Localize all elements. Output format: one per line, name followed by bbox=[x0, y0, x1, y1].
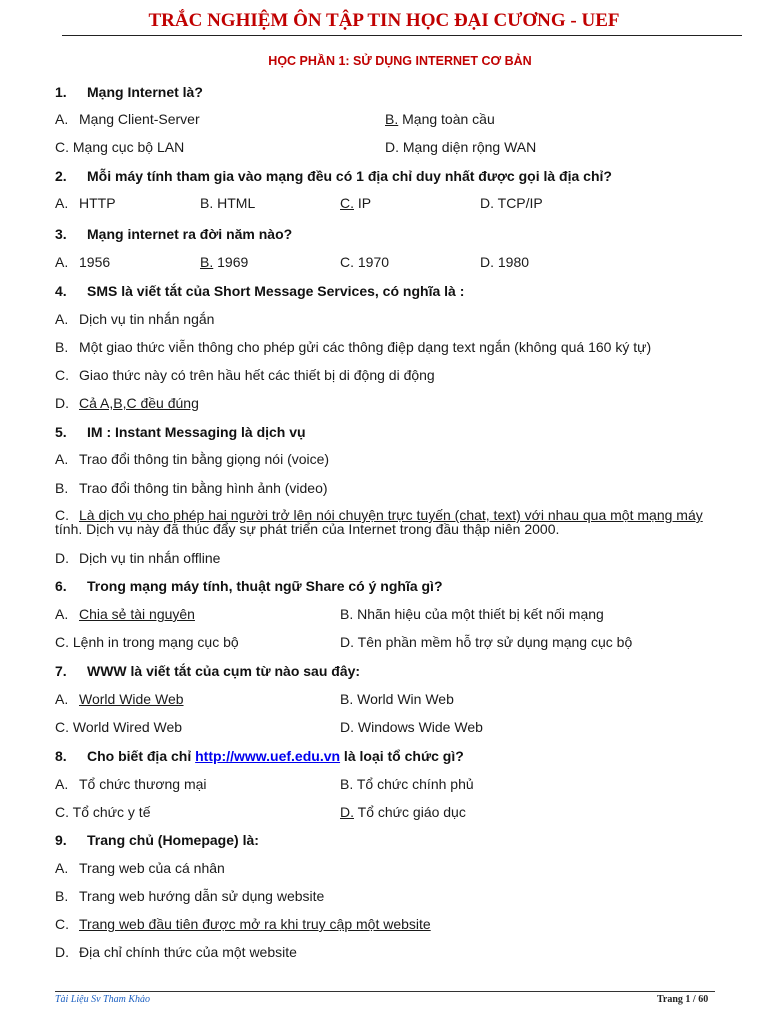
q7-option-a: A. World Wide Web bbox=[55, 691, 184, 707]
question-2-stem bbox=[55, 168, 612, 184]
q8-option-d: D. Tổ chức giáo dục bbox=[340, 804, 466, 820]
q1-option-a: A. Mạng Client-Server bbox=[55, 111, 200, 127]
question-number: 9. bbox=[55, 832, 67, 848]
q3-option-c: C. 1970 bbox=[340, 254, 390, 270]
footer-source: Tài Liệu Sv Tham Khảo bbox=[55, 994, 151, 1005]
q7-option-d: D. Windows Wide Web bbox=[340, 719, 483, 735]
question-number: 6. bbox=[55, 578, 67, 594]
q4-option-a: A. Dịch vụ tin nhắn ngắn bbox=[55, 311, 215, 327]
q8-option-b: B. Tổ chức chính phủ bbox=[340, 776, 474, 792]
question-text-before: Cho biết địa chỉ bbox=[87, 748, 196, 764]
page-title: TRẮC NGHIỆM ÔN TẬP TIN HỌC ĐẠI CƯƠNG - UEF bbox=[148, 10, 620, 31]
question-number: 7. bbox=[55, 663, 67, 679]
q3-option-a: A. 1956 bbox=[55, 254, 111, 270]
question-number: 3. bbox=[55, 226, 67, 242]
q8-option-a: A. Tổ chức thương mại bbox=[55, 776, 207, 792]
q6-option-a: A. Chia sẻ tài nguyên bbox=[55, 606, 195, 622]
q4-option-d: D. Cả A,B,C đều đúng bbox=[55, 395, 199, 411]
question-text: IM : Instant Messaging là dịch vụ bbox=[87, 424, 306, 440]
q5-option-c: C. Là dịch vụ cho phép hai người trở lên nói chuyện trực tuyến (chat, text) với nhau qua một mạng máy tính. Dịch vụ này đã thúc đẩy sự phát triển của Internet trong đầu thập niên 2000. bbox=[55, 508, 725, 536]
question-number: 8. bbox=[55, 748, 67, 764]
q9-option-c: C. Trang web đầu tiên được mở ra khi truy cập một website bbox=[55, 916, 431, 932]
q3-option-b: B. 1969 bbox=[200, 254, 249, 270]
page-number: Trang 1 / 60 bbox=[657, 994, 709, 1005]
q1-option-c: C. Mạng cục bộ LAN bbox=[55, 139, 185, 155]
question-4-stem bbox=[55, 283, 464, 299]
question-3-stem bbox=[55, 226, 292, 242]
question-1-stem bbox=[55, 84, 203, 100]
q7-option-b: B. World Win Web bbox=[340, 691, 454, 707]
section-heading: HỌC PHẦN 1: SỬ DỤNG INTERNET CƠ BẢN bbox=[268, 54, 532, 68]
q4-option-b: B. Một giao thức viễn thông cho phép gửi các thông điệp dạng text ngắn (không quá 160 ký tự) bbox=[55, 339, 652, 355]
question-text: Mạng Internet là? bbox=[87, 84, 203, 100]
q9-option-d: D. Địa chỉ chính thức của một website bbox=[55, 944, 297, 960]
question-text: Mỗi máy tính tham gia vào mạng đều có 1 địa chỉ duy nhất được gọi là địa chỉ? bbox=[87, 168, 612, 184]
q2-option-d: D. TCP/IP bbox=[480, 195, 543, 211]
uef-link[interactable]: http://www.uef.edu.vn bbox=[195, 748, 341, 764]
question-number: 5. bbox=[55, 424, 67, 440]
question-9-stem bbox=[55, 832, 259, 848]
q5-option-c-continued: tính. Dịch vụ này đã thúc đẩy sự phát triển của Internet trong đầu thập niên 2000. bbox=[55, 521, 560, 537]
footer-divider bbox=[55, 991, 715, 992]
q5-option-d: D. Dịch vụ tin nhắn offline bbox=[55, 550, 221, 566]
q2-option-c: C. IP bbox=[340, 195, 372, 211]
q8-option-c: C. Tổ chức y tế bbox=[55, 804, 151, 820]
q5-option-a: A. Trao đổi thông tin bằng giọng nói (voice) bbox=[55, 451, 330, 467]
title-divider bbox=[62, 35, 742, 36]
q7-option-c: C. World Wired Web bbox=[55, 719, 183, 735]
q3-option-d: D. 1980 bbox=[480, 254, 530, 270]
q5-option-b: B. Trao đổi thông tin bằng hình ảnh (video) bbox=[55, 480, 328, 496]
question-text: SMS là viết tắt của Short Message Services, có nghĩa là : bbox=[87, 283, 465, 299]
q6-option-b: B. Nhãn hiệu của một thiết bị kết nối mạng bbox=[340, 606, 604, 622]
q1-option-b: B. Mạng toàn cầu bbox=[385, 111, 495, 127]
question-text-after: là loại tổ chức gì? bbox=[340, 748, 464, 764]
q6-option-d: D. Tên phần mềm hỗ trợ sử dụng mạng cục bộ bbox=[340, 634, 633, 650]
question-number: 2. bbox=[55, 168, 67, 184]
q4-option-c: C. Giao thức này có trên hầu hết các thiết bị di động di động bbox=[55, 367, 435, 383]
question-7-stem bbox=[55, 663, 360, 679]
q1-option-d: D. Mạng diện rộng WAN bbox=[385, 139, 537, 155]
question-8-stem bbox=[55, 748, 464, 764]
q2-option-a: A. HTTP bbox=[55, 195, 116, 211]
question-number: 1. bbox=[55, 84, 67, 100]
question-text: WWW là viết tắt của cụm từ nào sau đây: bbox=[87, 663, 361, 679]
q6-option-c: C. Lệnh in trong mạng cục bộ bbox=[55, 634, 239, 650]
q9-option-a: A. Trang web của cá nhân bbox=[55, 860, 225, 876]
question-5-stem bbox=[55, 424, 306, 440]
q2-option-b: B. HTML bbox=[200, 195, 256, 211]
question-text: Trang chủ (Homepage) là: bbox=[87, 832, 259, 848]
question-text: Mạng internet ra đời năm nào? bbox=[87, 226, 293, 242]
question-number: 4. bbox=[55, 283, 67, 299]
q9-option-b: B. Trang web hướng dẫn sử dụng website bbox=[55, 888, 325, 904]
question-text: Trong mạng máy tính, thuật ngữ Share có ý nghĩa gì? bbox=[87, 578, 443, 594]
question-6-stem bbox=[55, 578, 443, 594]
